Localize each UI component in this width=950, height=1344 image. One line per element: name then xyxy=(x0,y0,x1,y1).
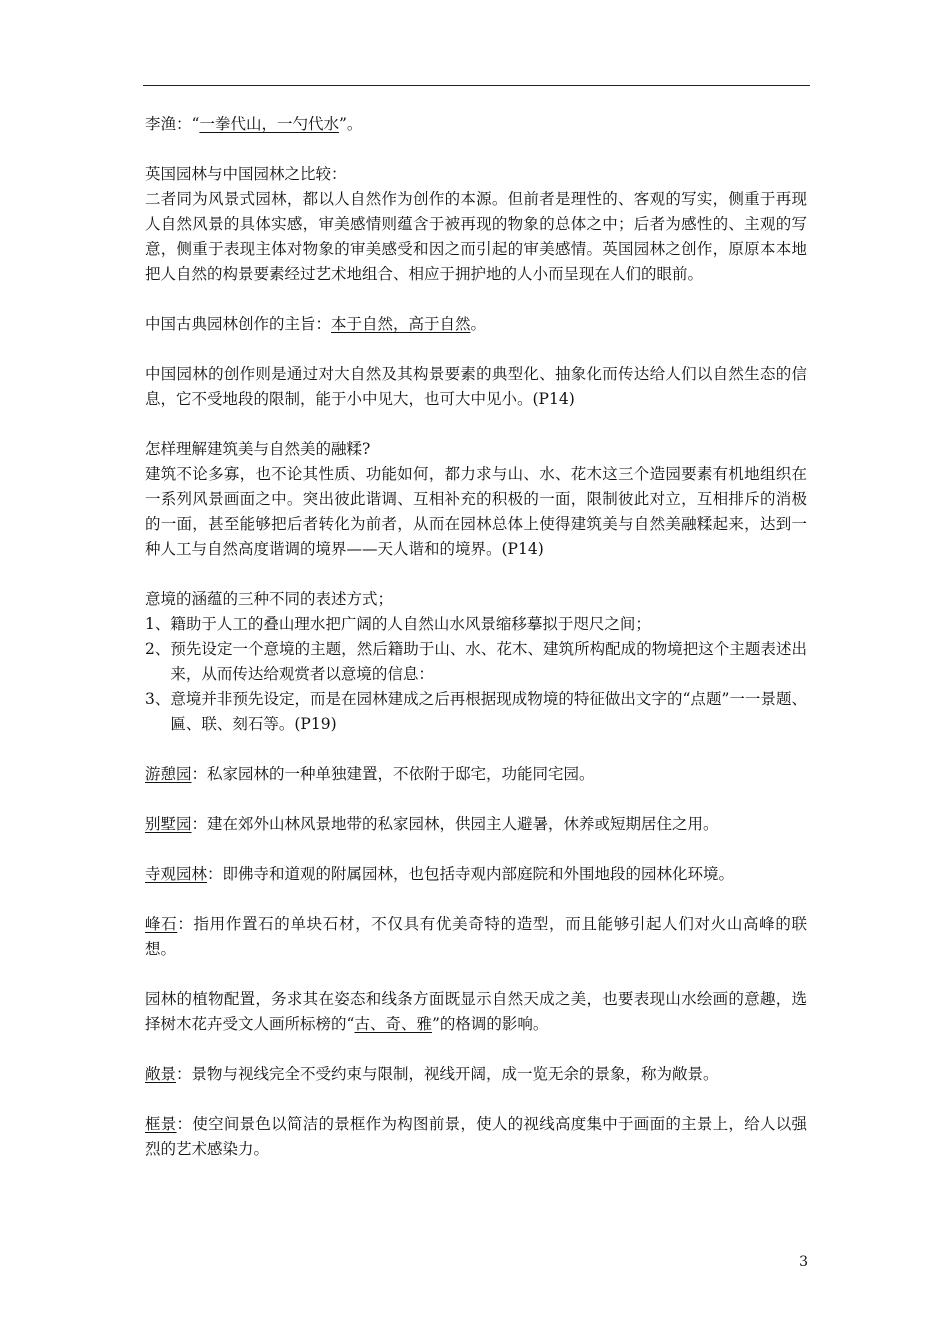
plant-prefix: 园林的植物配置，务求其在姿态和线条方面既显示自然天成之美，也要表现山水绘画的意趣，选择树木花卉受文人画所标榜的“ xyxy=(145,990,807,1033)
list-number: 1、 xyxy=(145,615,171,633)
term: 别墅园 xyxy=(145,815,192,833)
term: 框景 xyxy=(145,1115,177,1133)
quote-underlined: 一拳代山，一勺代水 xyxy=(199,115,339,133)
comparison-title: 英国园林与中国园林之比较： xyxy=(145,165,347,183)
term: 游憩园 xyxy=(145,765,192,783)
list-text: 籍助于人工的叠山理水把广阔的人自然山水风景缩移摹拟于咫尺之间； xyxy=(170,615,651,633)
fusion-title: 怎样理解建筑美与自然美的融糅? xyxy=(145,440,371,458)
definition-text: ：使空间景色以简洁的景框作为构图前景，使人的视线高度集中于画面的主景上，给人以强烈的艺术感染力。 xyxy=(145,1115,807,1158)
document-body xyxy=(145,112,807,1162)
list-text: 预先设定一个意境的主题，然后籍助于山、水、花木、建筑所构配成的物境把这个主题表述出来，从而传达给观赏者以意境的信息： xyxy=(170,640,807,683)
term: 寺观园林 xyxy=(145,865,208,883)
term: 敞景 xyxy=(145,1065,177,1083)
theme-underlined: 本于自然，高于自然 xyxy=(331,315,471,333)
definition-villa-garden xyxy=(145,812,807,837)
theme-suffix: 。 xyxy=(470,315,487,333)
creation-paragraph: 中国园林的创作则是通过对大自然及其构景要素的典型化、抽象化而传达给人们以自然生态的信息，它不受地段的限制，能于小中见大，也可大中见小。(P14) xyxy=(145,365,807,408)
definition-text: ：私家园林的一种单独建置，不依附于邸宅，功能同宅园。 xyxy=(191,765,595,783)
list-item xyxy=(145,612,807,637)
fusion-body: 建筑不论多寡，也不论其性质、功能如何，都力求与山、水、花木这三个造园要素有机地组织在一系列风景画面之中。突出彼此谐调、互相补充的积极的一面，限制彼此对立，互相排斥的消极的一面，甚至能够把后者转化为前者，从而在园林总体上使得建筑美与自然美融糅起来，达到一种人工与自然高度谐调的境界——天人谐和的境界。(P14) xyxy=(145,465,807,558)
quote-prefix: 李渔：“ xyxy=(145,115,200,133)
definition-open-view xyxy=(145,1062,807,1087)
definition-youqi-garden xyxy=(145,762,807,787)
definition-text: ：即佛寺和道观的附属园林，也包括寺观内部庭院和外围地段的园林化环境。 xyxy=(207,865,735,883)
comparison-body: 二者同为风景式园林，都以人自然作为创作的本源。但前者是理性的、客观的写实，侧重于再现人自然风景的具体实感，审美感情则蕴含于被再现的物象的总体之中；后者为感性的、主观的写意，侧重于表现主体对物象的审美感受和因之而引起的审美感情。英国园林之创作，原原本本地把人自然的构景要素经过艺术地组合、相应于拥护地的人小而呈现在人们的眼前。 xyxy=(145,190,807,283)
term: 峰石 xyxy=(145,915,178,933)
list-text: 意境并非预先设定，而是在园林建成之后再根据现成物境的特征做出文字的“点题”一一景题、匾、联、刻石等。(P19) xyxy=(170,690,807,733)
definition-temple-garden xyxy=(145,862,807,887)
list-number: 3、 xyxy=(145,690,171,708)
definition-peak-stone xyxy=(145,912,807,962)
quote-suffix: ”。 xyxy=(338,115,363,133)
list-number: 2、 xyxy=(145,640,171,658)
plant-underlined: 古、奇、雅 xyxy=(354,1015,432,1033)
list-item xyxy=(145,687,807,737)
artistic-title: 意境的涵蕴的三种不同的表述方式； xyxy=(145,590,394,608)
definition-text: ：指用作置石的单块石材，不仅具有优美奇特的造型，而且能够引起人们对火山高峰的联想。 xyxy=(145,915,807,958)
theme-line xyxy=(145,312,807,337)
theme-prefix: 中国古典园林创作的主旨： xyxy=(145,315,332,333)
page-number: 3 xyxy=(799,1254,808,1270)
list-item xyxy=(145,637,807,687)
li-yu-quote xyxy=(145,112,807,137)
definition-text: ：景物与视线完全不受约束与限制，视线开阔，成一览无余的景象，称为敞景。 xyxy=(176,1065,719,1083)
plant-suffix: ”的格调的影响。 xyxy=(431,1015,549,1033)
plant-paragraph xyxy=(145,987,807,1037)
definition-text: ：建在郊外山林风景地带的私家园林，供园主人避暑，休养或短期居住之用。 xyxy=(191,815,719,833)
header-rule xyxy=(143,85,810,86)
definition-framed-view xyxy=(145,1112,807,1162)
